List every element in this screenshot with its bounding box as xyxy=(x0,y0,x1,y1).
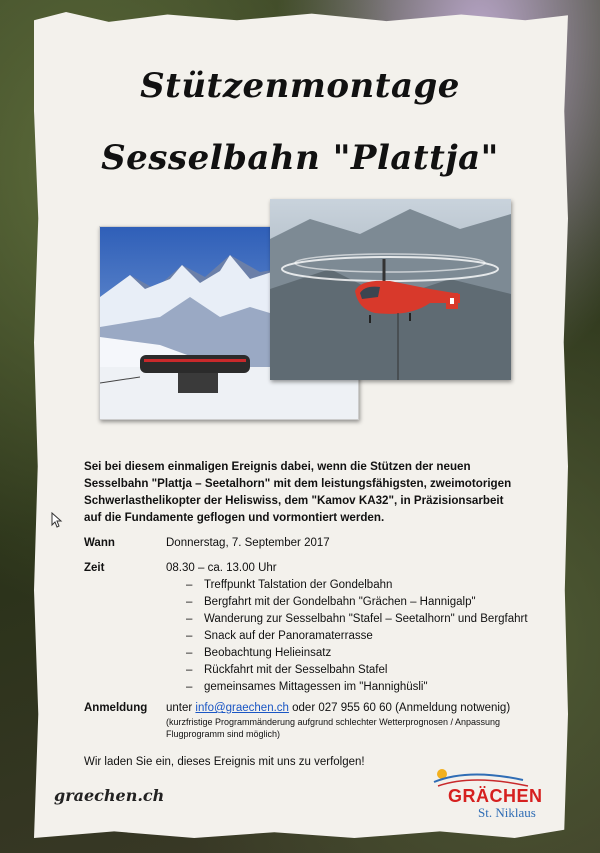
helicopter-image xyxy=(270,199,511,380)
wann-label: Wann xyxy=(84,537,115,549)
program-item: – Rückfahrt mit der Sesselbahn Stafel xyxy=(186,664,388,676)
anmeldung-note: (kurzfristige Programmänderung aufgrund schlechter Wetterprognosen / Anpassung Flugprogramm sind möglich) xyxy=(166,717,501,739)
email-link[interactable]: info@graechen.ch xyxy=(195,702,289,714)
program-item: – Beobachtung Helieinsatz xyxy=(186,647,332,659)
anmeldung-value: unter info@graechen.ch oder 027 955 60 60 (Anmeldung notwenig) xyxy=(166,702,511,714)
zeit-label: Zeit xyxy=(84,562,105,574)
title-line-1: Stützenmontage xyxy=(140,66,460,106)
wann-value: Donnerstag, 7. September 2017 xyxy=(166,537,330,549)
helicopter-photo xyxy=(270,199,511,380)
graechen-logo xyxy=(428,764,558,824)
program-item: – gemeinsames Mittagessen im "Hannighüsli" xyxy=(186,681,428,693)
closing-text: Wir laden Sie ein, dieses Ereignis mit uns zu verfolgen! xyxy=(84,756,365,768)
program-item: – Treffpunkt Talstation der Gondelbahn xyxy=(186,579,393,591)
logo-main-text: GRÄCHEN xyxy=(448,786,543,806)
anmeldung-label: Anmeldung xyxy=(84,702,148,714)
logo-sub-text: St. Niklaus xyxy=(478,805,536,820)
program-item: – Wanderung zur Sesselbahn "Stafel – Seetalhorn" und Bergfahrt xyxy=(186,613,528,625)
intro-paragraph: Sei bei diesem einmaligen Ereignis dabei, wenn die Stützen der neuen Sesselbahn "Plattja – Seetalhorn" mit dem leistungsfähigsten, zweimotorigen Schwerlasthelikopter der Heliswiss, dem "Kamov KA32", in Präzisionsarbeit auf die Fundamente geflogen und vormontiert werden. xyxy=(84,460,512,524)
mouse-cursor-icon xyxy=(51,512,63,528)
program-item: – Snack auf der Panoramaterrasse xyxy=(186,630,373,642)
website-label: graechen.ch xyxy=(54,786,165,805)
title-line-2: Sesselbahn "Plattja" xyxy=(101,138,499,178)
zeit-value: 08.30 – ca. 13.00 Uhr xyxy=(166,562,277,574)
program-item: – Bergfahrt mit der Gondelbahn "Grächen – Hannigalp" xyxy=(186,596,476,608)
